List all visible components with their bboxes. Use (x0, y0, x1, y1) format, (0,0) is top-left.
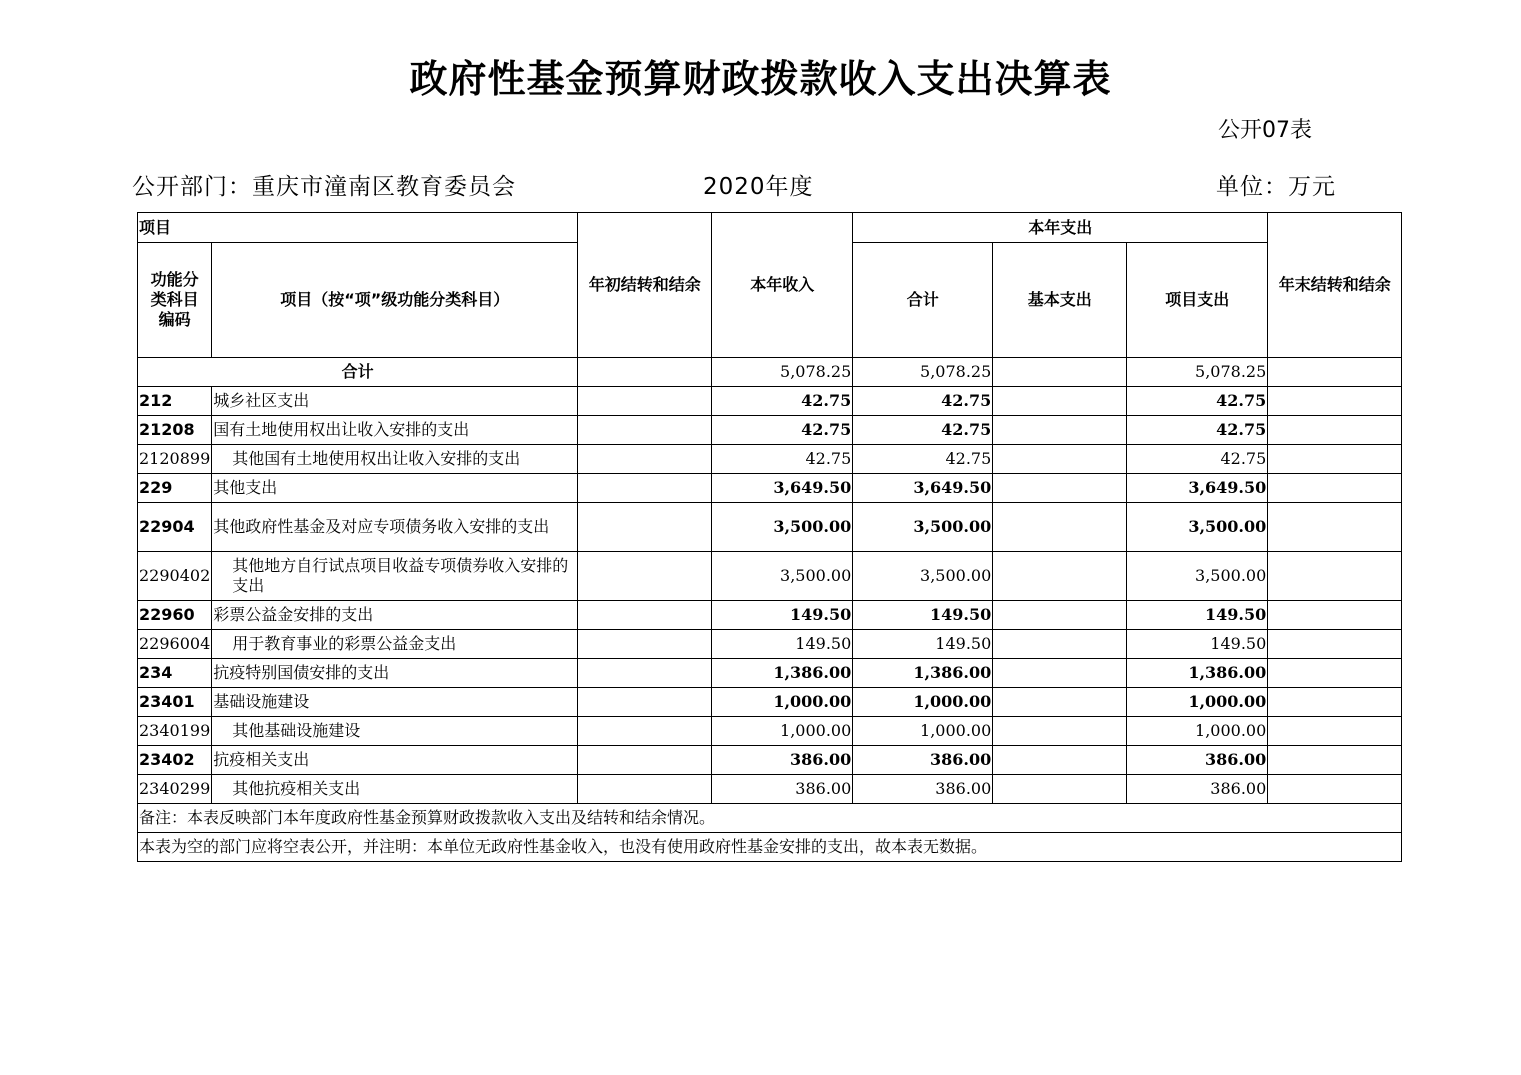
row-total: 386.00 (853, 746, 993, 775)
header-item-name: 项目（按“项”级功能分类科目） (212, 243, 578, 358)
row-name: 其他基础设施建设 (212, 717, 578, 746)
row-project: 1,000.00 (1127, 688, 1268, 717)
row-project: 3,649.50 (1127, 474, 1268, 503)
table-row (138, 416, 1402, 445)
row-name: 其他地方自行试点项目收益专项债券收入安排的支出 (212, 552, 578, 601)
table-row (138, 775, 1402, 804)
total-project: 5,078.25 (1127, 358, 1268, 387)
table-row (138, 601, 1402, 630)
row-code: 2340299 (138, 775, 212, 804)
row-basic (993, 445, 1127, 474)
row-basic (993, 416, 1127, 445)
row-name: 抗疫特别国债安排的支出 (212, 659, 578, 688)
header-basic: 基本支出 (993, 243, 1127, 358)
table-row (138, 630, 1402, 659)
row-end (1268, 445, 1402, 474)
row-total: 42.75 (853, 387, 993, 416)
row-income: 386.00 (712, 775, 853, 804)
row-basic (993, 503, 1127, 552)
row-project: 149.50 (1127, 601, 1268, 630)
row-project: 149.50 (1127, 630, 1268, 659)
row-code: 212 (138, 387, 212, 416)
row-project: 386.00 (1127, 746, 1268, 775)
row-end (1268, 387, 1402, 416)
table-row (138, 445, 1402, 474)
row-end (1268, 688, 1402, 717)
row-project: 1,000.00 (1127, 717, 1268, 746)
row-total: 386.00 (853, 775, 993, 804)
row-basic (993, 387, 1127, 416)
row-name: 其他国有土地使用权出让收入安排的支出 (212, 445, 578, 474)
total-label: 合计 (138, 358, 578, 387)
row-basic (993, 630, 1127, 659)
row-begin (578, 601, 712, 630)
row-total: 149.50 (853, 630, 993, 659)
row-total: 1,386.00 (853, 659, 993, 688)
row-end (1268, 775, 1402, 804)
table-row (138, 387, 1402, 416)
total-row (138, 358, 1402, 387)
row-total: 42.75 (853, 416, 993, 445)
total-income: 5,078.25 (712, 358, 853, 387)
header-project-exp: 项目支出 (1127, 243, 1268, 358)
row-code: 234 (138, 659, 212, 688)
row-code: 22904 (138, 503, 212, 552)
row-project: 386.00 (1127, 775, 1268, 804)
row-income: 1,000.00 (712, 688, 853, 717)
department-label: 公开部门：重庆市潼南区教育委员会 (132, 174, 516, 200)
budget-table (137, 212, 1402, 862)
row-total: 1,000.00 (853, 688, 993, 717)
row-name: 其他支出 (212, 474, 578, 503)
row-code: 21208 (138, 416, 212, 445)
header-income: 本年收入 (712, 213, 853, 358)
row-income: 1,000.00 (712, 717, 853, 746)
row-end (1268, 416, 1402, 445)
total-basic (993, 358, 1127, 387)
row-begin (578, 552, 712, 601)
table-row (138, 717, 1402, 746)
row-begin (578, 659, 712, 688)
total-begin (578, 358, 712, 387)
row-begin (578, 503, 712, 552)
row-name: 基础设施建设 (212, 688, 578, 717)
table-row (138, 503, 1402, 552)
header-func-code: 功能分类科目编码 (138, 243, 212, 358)
row-begin (578, 746, 712, 775)
row-project: 1,386.00 (1127, 659, 1268, 688)
row-project: 42.75 (1127, 387, 1268, 416)
row-income: 149.50 (712, 630, 853, 659)
row-begin (578, 387, 712, 416)
row-begin (578, 688, 712, 717)
row-project: 3,500.00 (1127, 503, 1268, 552)
row-code: 229 (138, 474, 212, 503)
row-name: 国有土地使用权出让收入安排的支出 (212, 416, 578, 445)
row-total: 3,500.00 (853, 552, 993, 601)
header-total: 合计 (853, 243, 993, 358)
row-begin (578, 474, 712, 503)
row-code: 23402 (138, 746, 212, 775)
row-income: 42.75 (712, 387, 853, 416)
row-end (1268, 474, 1402, 503)
row-name: 抗疫相关支出 (212, 746, 578, 775)
table-row (138, 688, 1402, 717)
page-title: 政府性基金预算财政拨款收入支出决算表 (409, 57, 1112, 101)
row-begin (578, 445, 712, 474)
table-row (138, 474, 1402, 503)
note-row (138, 804, 1402, 833)
row-basic (993, 717, 1127, 746)
row-begin (578, 416, 712, 445)
row-name: 城乡社区支出 (212, 387, 578, 416)
row-income: 149.50 (712, 601, 853, 630)
row-name: 彩票公益金安排的支出 (212, 601, 578, 630)
row-code: 2340199 (138, 717, 212, 746)
row-end (1268, 746, 1402, 775)
row-project: 3,500.00 (1127, 552, 1268, 601)
header-row-1 (138, 213, 1402, 243)
row-name: 其他政府性基金及对应专项债务收入安排的支出 (212, 503, 578, 552)
total-total: 5,078.25 (853, 358, 993, 387)
note-text: 备注：本表反映部门本年度政府性基金预算财政拨款收入支出及结转和结余情况。 (138, 804, 1402, 833)
row-name: 其他抗疫相关支出 (212, 775, 578, 804)
row-begin (578, 717, 712, 746)
row-project: 42.75 (1127, 416, 1268, 445)
unit-label: 单位：万元 (1216, 174, 1336, 200)
row-income: 386.00 (712, 746, 853, 775)
row-begin (578, 630, 712, 659)
row-end (1268, 717, 1402, 746)
header-project: 项目 (138, 213, 578, 243)
row-code: 2290402 (138, 552, 212, 601)
note-text: 本表为空的部门应将空表公开，并注明：本单位无政府性基金收入，也没有使用政府性基金安排的支出，故本表无数据。 (138, 833, 1402, 862)
row-end (1268, 659, 1402, 688)
row-basic (993, 659, 1127, 688)
row-end (1268, 630, 1402, 659)
row-code: 23401 (138, 688, 212, 717)
table-row (138, 746, 1402, 775)
row-project: 42.75 (1127, 445, 1268, 474)
row-total: 149.50 (853, 601, 993, 630)
row-income: 3,500.00 (712, 503, 853, 552)
row-code: 22960 (138, 601, 212, 630)
row-income: 3,500.00 (712, 552, 853, 601)
row-end (1268, 503, 1402, 552)
row-basic (993, 474, 1127, 503)
row-end (1268, 552, 1402, 601)
row-total: 1,000.00 (853, 717, 993, 746)
form-number: 公开07表 (1218, 118, 1312, 143)
row-income: 1,386.00 (712, 659, 853, 688)
row-income: 42.75 (712, 416, 853, 445)
row-income: 3,649.50 (712, 474, 853, 503)
row-total: 3,649.50 (853, 474, 993, 503)
row-total: 42.75 (853, 445, 993, 474)
row-begin (578, 775, 712, 804)
row-basic (993, 775, 1127, 804)
row-basic (993, 746, 1127, 775)
row-basic (993, 601, 1127, 630)
row-code: 2296004 (138, 630, 212, 659)
header-end-balance: 年末结转和结余 (1268, 213, 1402, 358)
row-basic (993, 552, 1127, 601)
row-basic (993, 688, 1127, 717)
table-row (138, 552, 1402, 601)
row-name: 用于教育事业的彩票公益金支出 (212, 630, 578, 659)
row-total: 3,500.00 (853, 503, 993, 552)
fiscal-year-label: 2020年度 (703, 174, 814, 200)
header-begin-balance: 年初结转和结余 (578, 213, 712, 358)
table-row (138, 659, 1402, 688)
row-end (1268, 601, 1402, 630)
row-code: 2120899 (138, 445, 212, 474)
row-income: 42.75 (712, 445, 853, 474)
note-row (138, 833, 1402, 862)
total-end (1268, 358, 1402, 387)
header-expense-group: 本年支出 (853, 213, 1268, 243)
